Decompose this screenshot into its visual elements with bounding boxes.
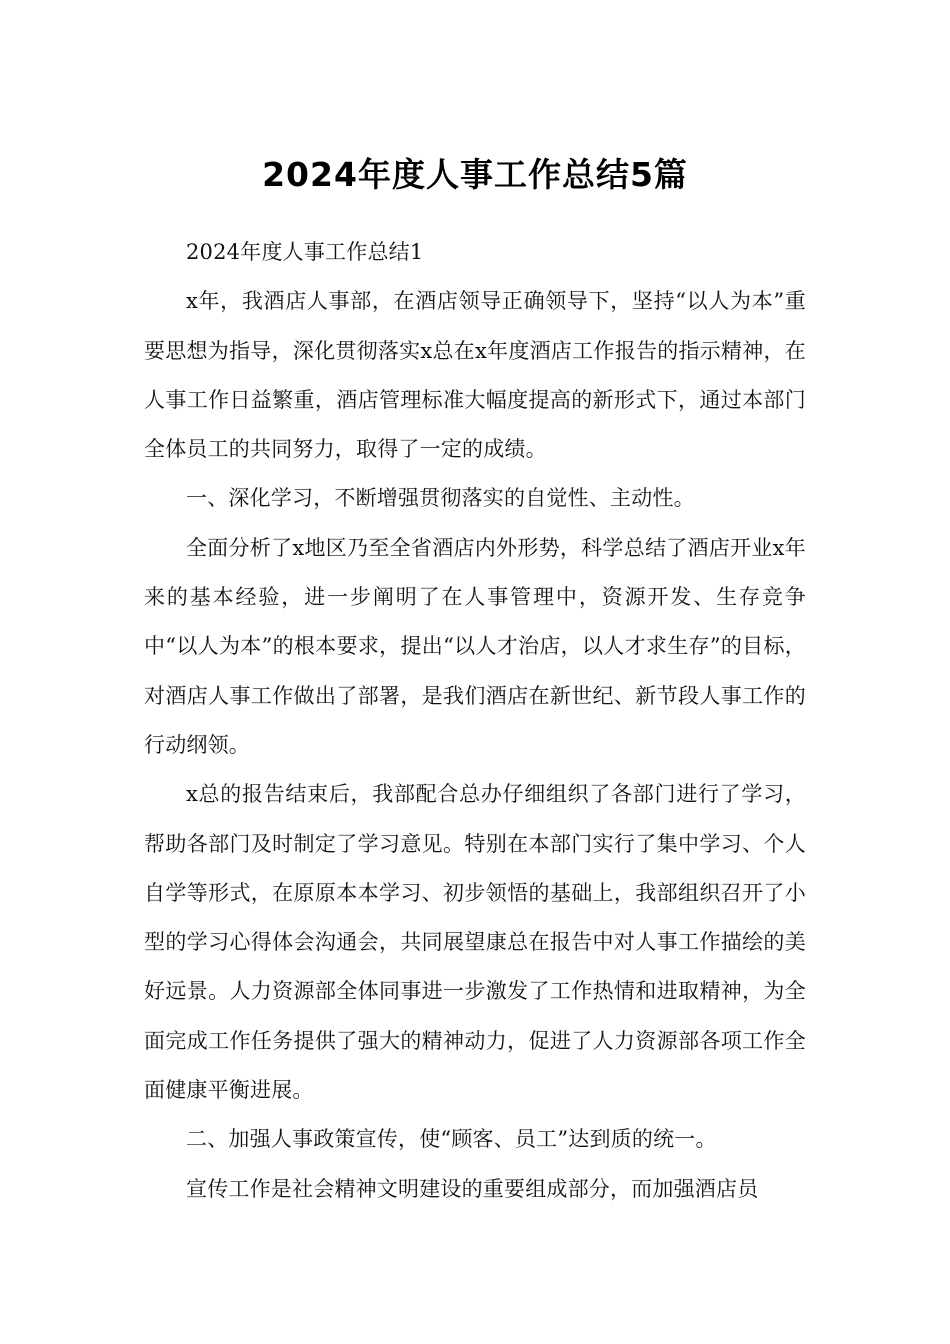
document-title: 2024年度人事工作总结5篇 — [262, 155, 688, 195]
document-body — [144, 228, 806, 1214]
paragraph: 宣传工作是社会精神文明建设的重要组成部分，而加强酒店员 — [186, 1176, 759, 1201]
paragraph: x总的报告结束后，我部配合总办仔细组织了各部门进行了学习，帮助各部门及时制定了学习意见。特别在本部门实行了集中学习、个人自学等形式，在原原本本学习、初步领悟的基础上，我部组织召开了小型的学习心得体会沟通会，共同展望康总在报告中对人事工作描绘的美好远景。人力资源部全体同事进一步激发了工作热情和进取精神，为全面完成工作任务提供了强大的精神动力，促进了人力资源部各项工作全面健康平衡进展。 — [144, 782, 806, 1103]
paragraph: x年，我酒店人事部，在酒店领导正确领导下，坚持“以人为本”重要思想为指导，深化贯彻落实x总在x年度酒店工作报告的指示精神，在人事工作日益繁重，酒店管理标准大幅度提高的新形式下，通过本部门全体员工的共同努力，取得了一定的成绩。 — [144, 289, 806, 462]
section-heading-1: 2024年度人事工作总结1 — [186, 240, 424, 264]
paragraph: 全面分析了x地区乃至全省酒店内外形势，科学总结了酒店开业x年来的基本经验，进一步阐明了在人事管理中，资源开发、生存竞争中“以人为本”的根本要求，提出“以人才治店，以人才求生存”的目标，对酒店人事工作做出了部署，是我们酒店在新世纪、新节段人事工作的行动纲领。 — [144, 535, 806, 757]
section-heading: 二、加强人事政策宣传，使“顾客、员工”达到质的统一。 — [186, 1127, 717, 1152]
section-heading: 一、深化学习，不断增强贯彻落实的自觉性、主动性。 — [186, 486, 695, 511]
